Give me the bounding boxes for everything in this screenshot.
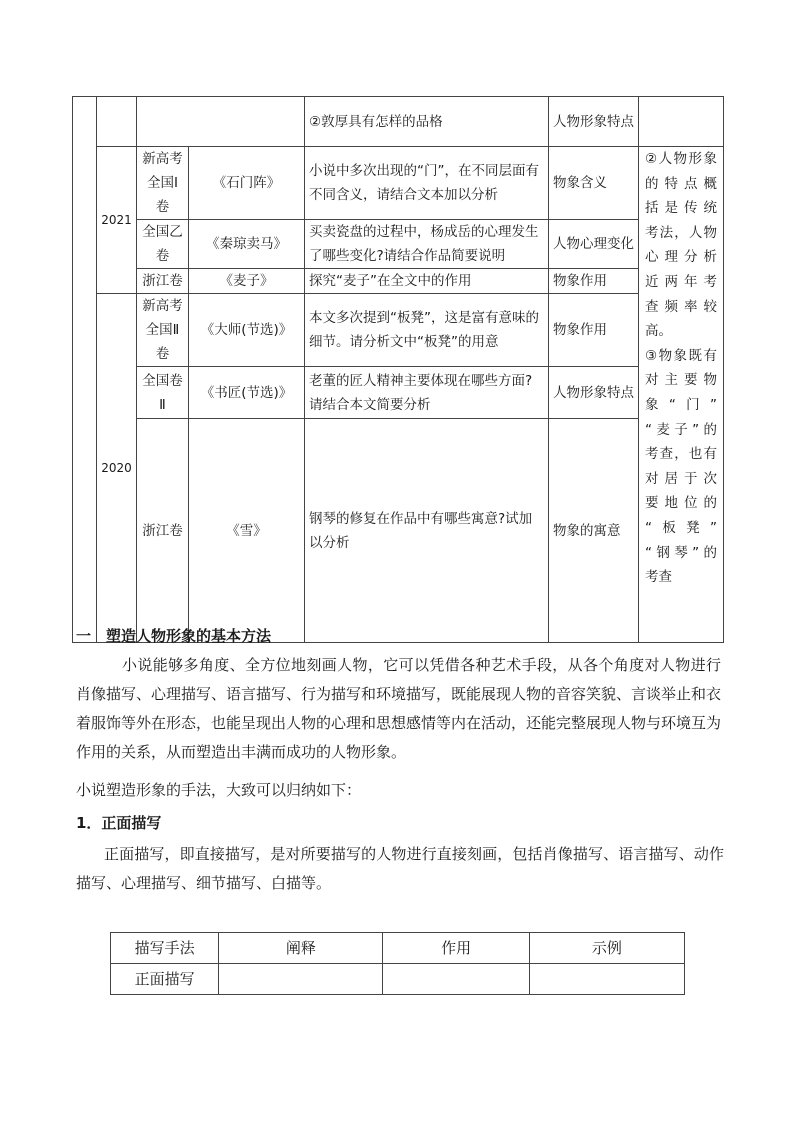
note-line: 考法，人物 [645, 224, 717, 241]
note-line: 高。 [645, 323, 672, 340]
note-line: 考查，也有 [645, 446, 717, 463]
direct-description-paragraph: 正面描写，即直接描写，是对所要描写的人物进行直接刻画，包括肖像描写、语言描写、动作描写、心理描写、细节描写、白描等。 [76, 845, 724, 892]
question-cell: 钢琴的修复在作品中有哪些寓意?试加以分析 [305, 419, 549, 643]
method-header: 描写手法 [111, 933, 219, 964]
note-line: ③物象既有 [645, 347, 717, 364]
question-cell: 老董的匠人精神主要体现在哪些方面?请结合本文简要分析 [305, 367, 549, 419]
point-cell: 人物形象特点 [549, 367, 639, 419]
section-number: 一 [76, 627, 92, 645]
year-cell-top [97, 97, 137, 147]
method-table [110, 932, 685, 995]
work-cell: 《书匠(节选)》 [189, 367, 305, 419]
question-cell: ②敦厚具有怎样的品格 [305, 97, 549, 147]
question-cell: 小说中多次出现的“门”，在不同层面有不同含义，请结合文本加以分析 [305, 147, 549, 220]
paper-cell: 新高考全国Ⅱ卷 [137, 294, 189, 367]
method-cell [383, 964, 529, 995]
section-title: 塑造人物形象的基本方法 [106, 627, 272, 645]
method-cell [529, 964, 684, 995]
question-cell: 探究“麦子”在全文中的作用 [305, 269, 549, 294]
work-cell: 《大师(节选)》 [189, 294, 305, 367]
method-header: 阐释 [219, 933, 383, 964]
note-cell-top [639, 97, 724, 147]
note-line: “板凳” [645, 519, 717, 536]
paper-cell: 全国卷Ⅱ [137, 367, 189, 419]
paper-cell: 新高考全国Ⅰ卷 [137, 147, 189, 220]
year-cell: 2021 [97, 147, 137, 294]
exam-analysis-table [72, 96, 724, 643]
outer-left-cell [73, 97, 97, 643]
note-line: 象“门” [645, 396, 717, 413]
work-cell: 《石门阵》 [189, 147, 305, 220]
note-line: 的特点概 [645, 175, 717, 192]
work-cell: 《雪》 [189, 419, 305, 643]
paper-cell-top [137, 97, 305, 147]
point-cell: 物象含义 [549, 147, 639, 220]
point-cell: 物象作用 [549, 294, 639, 367]
question-cell: 本文多次提到“板凳”，这是富有意味的细节。请分析文中“板凳”的用意 [305, 294, 549, 367]
year-cell: 2020 [97, 294, 137, 643]
note-line: “麦子”的 [645, 421, 717, 438]
note-line: 心理分析 [645, 249, 717, 266]
note-line: 括是传统 [645, 200, 717, 217]
method-cell [219, 964, 383, 995]
note-cell [639, 147, 724, 643]
work-cell: 《秦琼卖马》 [189, 220, 305, 269]
point-cell: 人物心理变化 [549, 220, 639, 269]
work-cell: 《麦子》 [189, 269, 305, 294]
intro-paragraph: 小说能够多角度、全方位地刻画人物，它可以凭借各种艺术手段，从各个角度对人物进行肖像描写、心理描写、语言描写、行为描写和环境描写，既能展现人物的音容笑貌、言谈举止和衣着服饰等外在形态，也能呈现出人物的心理和思想感情等内在活动，还能完整展现人物与环境互为作用的关系，从而塑造出丰满而成功的人物形象。 [76, 656, 722, 761]
point-cell: 人物形象特点 [549, 97, 639, 147]
summary-paragraph: 小说塑造形象的手法，大致可以归纳如下： [76, 781, 362, 799]
method-cell: 正面描写 [111, 964, 219, 995]
note-line: 考查 [645, 569, 672, 586]
point-cell: 物象的寓意 [549, 419, 639, 643]
note-line: 要地位的 [645, 495, 717, 512]
note-line: ②人物形象 [645, 151, 717, 167]
note-line: 对主要物 [645, 372, 717, 389]
paper-cell: 浙江卷 [137, 419, 189, 643]
method-header: 作用 [383, 933, 529, 964]
method-header: 示例 [529, 933, 684, 964]
note-line: 近两年考 [645, 273, 717, 290]
note-line: 查频率较 [645, 298, 717, 315]
question-cell: 买卖瓷盘的过程中，杨成岳的心理发生了哪些变化?请结合作品简要说明 [305, 220, 549, 269]
note-line: “钢琴”的 [645, 544, 717, 561]
subheading-direct-description: 1．正面描写 [76, 814, 162, 832]
paper-cell: 全国乙卷 [137, 220, 189, 269]
note-line: 对居于次 [645, 470, 717, 487]
point-cell: 物象作用 [549, 269, 639, 294]
section-heading [76, 622, 271, 651]
paper-cell: 浙江卷 [137, 269, 189, 294]
